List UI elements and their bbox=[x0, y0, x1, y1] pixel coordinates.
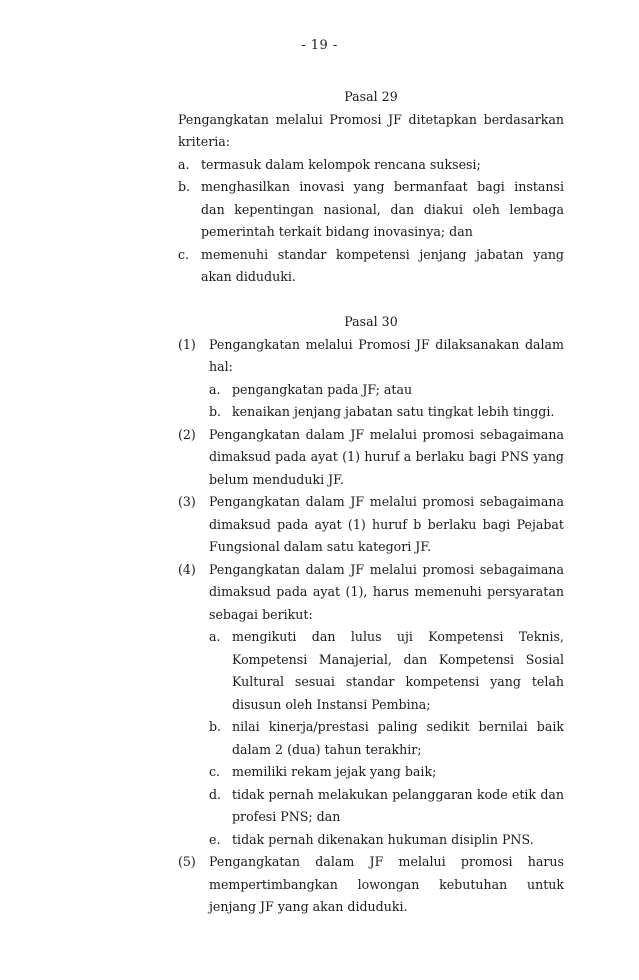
sub-item-text: memiliki rekam jejak yang baik; bbox=[232, 764, 437, 779]
item-text: memenuhi standar kompetensi jenjang jabatan yang akan diduduki. bbox=[201, 246, 564, 284]
sub-item-label: c. bbox=[209, 764, 221, 779]
pasal-30-ayat-2 bbox=[178, 424, 564, 492]
ayat-text: Pengangkatan dalam JF melalui promosi sebagaimana dimaksud pada ayat (1), harus memenuhi persyaratan sebagai berikut: bbox=[209, 561, 564, 622]
sub-item-label: e. bbox=[209, 831, 221, 847]
ayat-label: (3) bbox=[178, 494, 196, 509]
page-number: - 19 - bbox=[301, 38, 338, 53]
sub-item-text: nilai kinerja/prestasi paling sedikit bernilai baik dalam 2 (dua) tahun terakhir; bbox=[232, 719, 564, 757]
pasal-29-item-c bbox=[178, 244, 564, 289]
ayat-text: Pengangkatan dalam JF melalui promosi sebagaimana dimaksud pada ayat (1) huruf b berlaku bagi Pejabat Fungsional dalam satu kategori JF. bbox=[209, 494, 564, 554]
pasal-29-title: Pasal 29 bbox=[344, 89, 398, 104]
sub-item bbox=[209, 716, 564, 761]
pasal-30-title: Pasal 30 bbox=[344, 314, 398, 329]
sub-item-text: kenaikan jenjang jabatan satu tingkat lebih tinggi. bbox=[232, 404, 555, 419]
ayat-text: Pengangkatan melalui Promosi JF dilaksanakan dalam hal: bbox=[209, 336, 564, 374]
ayat-label: (4) bbox=[178, 561, 196, 577]
pasal-30-ayat-4 bbox=[178, 559, 564, 627]
ayat-1-sublist bbox=[209, 379, 564, 424]
ayat-label: (1) bbox=[178, 336, 196, 352]
sub-item bbox=[209, 379, 564, 402]
pasal-29-item-b bbox=[178, 176, 564, 244]
sub-item-label: b. bbox=[209, 719, 222, 734]
sub-item-label: b. bbox=[209, 404, 222, 419]
ayat-text: Pengangkatan dalam JF melalui promosi sebagaimana dimaksud pada ayat (1) huruf a berlaku bagi PNS yang belum menduduki JF. bbox=[209, 426, 564, 487]
item-text: termasuk dalam kelompok rencana suksesi; bbox=[201, 156, 481, 172]
document-body bbox=[178, 86, 564, 919]
sub-item bbox=[209, 401, 564, 424]
section-gap bbox=[178, 289, 564, 312]
sub-item-text: tidak pernah dikenakan hukuman disiplin PNS. bbox=[232, 831, 534, 847]
sub-item-text: pengangkatan pada JF; atau bbox=[232, 381, 413, 397]
pasal-29-item-a bbox=[178, 154, 564, 177]
sub-item bbox=[209, 784, 564, 829]
ayat-label: (2) bbox=[178, 426, 196, 442]
ayat-4-sublist bbox=[209, 626, 564, 851]
item-label: a. bbox=[178, 156, 190, 172]
sub-item-text: mengikuti dan lulus uji Kompetensi Teknis, Kompetensi Manajerial, dan Kompetensi Sosial Kultural sesuai standar kompetensi yang telah disusun oleh Instansi Pembina; bbox=[232, 629, 564, 712]
item-label: c. bbox=[178, 246, 190, 262]
sub-item-text: tidak pernah melakukan pelanggaran kode etik dan profesi PNS; dan bbox=[232, 786, 564, 824]
item-text: menghasilkan inovasi yang bermanfaat bagi instansi dan kepentingan nasional, dan diakui oleh lembaga pemerintah terkait bidang inovasinya; dan bbox=[201, 179, 564, 239]
pasal-30-ayat-3 bbox=[178, 491, 564, 559]
pasal-29-intro-line1: Pengangkatan melalui Promosi JF ditetapkan berdasarkan bbox=[178, 111, 564, 127]
sub-item-label: a. bbox=[209, 381, 221, 397]
item-label: b. bbox=[178, 179, 191, 194]
pasal-29-intro-line2: kriteria: bbox=[178, 134, 230, 149]
sub-item bbox=[209, 829, 564, 852]
pasal-30-ayat-1 bbox=[178, 334, 564, 379]
ayat-text: Pengangkatan dalam JF melalui promosi harus mempertimbangkan lowongan kebutuhan untuk jenjang JF yang akan diduduki. bbox=[209, 854, 564, 914]
pasal-30-ayat-5 bbox=[178, 851, 564, 919]
sub-item bbox=[209, 761, 564, 784]
sub-item bbox=[209, 626, 564, 716]
sub-item-label: d. bbox=[209, 786, 222, 802]
sub-item-label: a. bbox=[209, 629, 221, 644]
ayat-label: (5) bbox=[178, 854, 196, 869]
